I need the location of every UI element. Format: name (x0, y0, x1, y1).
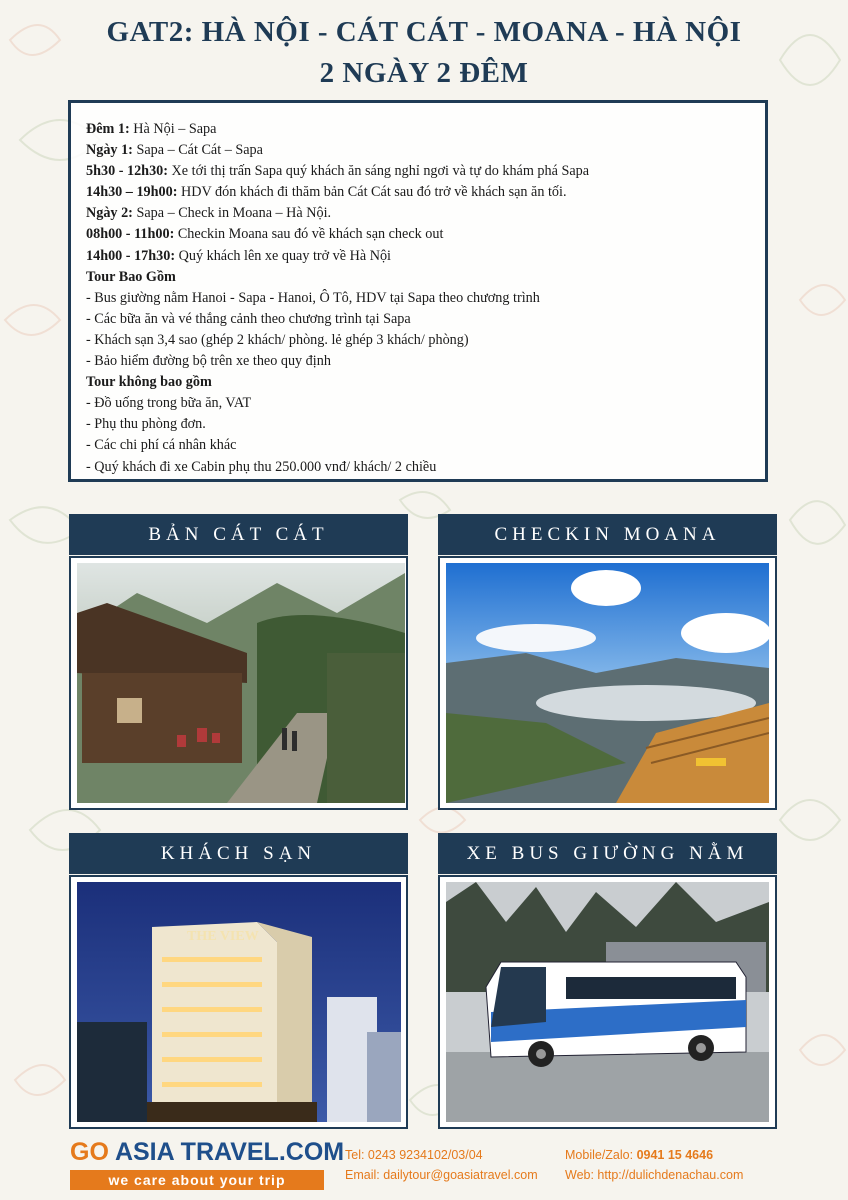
itinerary-line: Ngày 1: Sapa – Cát Cát – Sapa (86, 142, 263, 159)
includes-heading: Tour Bao Gồm (86, 268, 176, 285)
contact-email[interactable]: Email: dailytour@goasiatravel.com (345, 1168, 538, 1182)
excludes-item: - Phụ thu phòng đơn. (86, 416, 206, 433)
cat-cat-village-photo (77, 563, 405, 803)
page-title: GAT2: HÀ NỘI - CÁT CÁT - MOANA - HÀ NỘI (106, 16, 742, 48)
itinerary-line: 08h00 - 11h00: Checkin Moana sau đó về khách sạn check out (86, 226, 444, 243)
itinerary-line: 5h30 - 12h30: Xe tới thị trấn Sapa quý khách ăn sáng nghỉ ngơi và tự do khám phá Sapa (86, 163, 590, 180)
itinerary-line: Đêm 1: Hà Nội – Sapa (86, 121, 217, 137)
excludes-item: - Các chi phí cá nhân khác (86, 437, 237, 454)
contact-tel: Tel: 0243 9234102/03/04 (345, 1148, 483, 1162)
excludes-item: - Đồ uống trong bữa ăn, VAT (86, 395, 252, 412)
includes-item: - Bảo hiểm đường bộ trên xe theo quy định (86, 353, 331, 370)
card-title-sleeper-bus: XE BUS GIƯỜNG NẰM (438, 833, 777, 874)
hotel-photo (77, 882, 401, 1122)
contact-website[interactable]: Web: http://dulichdenachau.com (565, 1168, 744, 1182)
sleeper-bus-photo (446, 882, 769, 1122)
itinerary-line: 14h30 – 19h00: HDV đón khách đi thăm bản Cát Cát sau đó trở về khách sạn ăn tối. (86, 184, 567, 201)
card-title-moana: CHECKIN MOANA (438, 514, 777, 555)
itinerary-line: 14h00 - 17h30: Quý khách lên xe quay trở về Hà Nội (86, 247, 391, 264)
itinerary-box (68, 100, 768, 482)
itinerary-line: Ngày 2: Sapa – Check in Moana – Hà Nội. (86, 205, 332, 222)
excludes-item: - Quý khách đi xe Cabin phụ thu 250.000 vnđ/ khách/ 2 chiều (86, 458, 437, 475)
contact-mobile: Mobile/Zalo: 0941 15 4646 (565, 1148, 714, 1162)
card-title-cat-cat: BẢN CÁT CÁT (69, 514, 408, 555)
includes-item: - Bus giường nằm Hanoi - Sapa - Hanoi, Ô Tô, HDV tại Sapa theo chương trình (86, 289, 540, 306)
includes-item: - Các bữa ăn và vé thắng cảnh theo chương trình tại Sapa (86, 310, 411, 327)
footer (0, 1132, 848, 1200)
includes-item: - Khách sạn 3,4 sao (ghép 2 khách/ phòng. lẻ ghép 3 khách/ phòng) (86, 331, 469, 348)
brand-logo[interactable]: GO ASIA TRAVEL.COM (70, 1138, 345, 1166)
brand-tagline: we care about your trip (70, 1170, 324, 1190)
excludes-heading: Tour không bao gồm (86, 374, 212, 391)
moana-checkin-photo (446, 563, 769, 803)
card-title-hotel: KHÁCH SẠN (69, 833, 408, 874)
page-subtitle: 2 NGÀY 2 ĐÊM (319, 57, 529, 89)
hotel-sign-text: THE VIEW (187, 929, 259, 944)
